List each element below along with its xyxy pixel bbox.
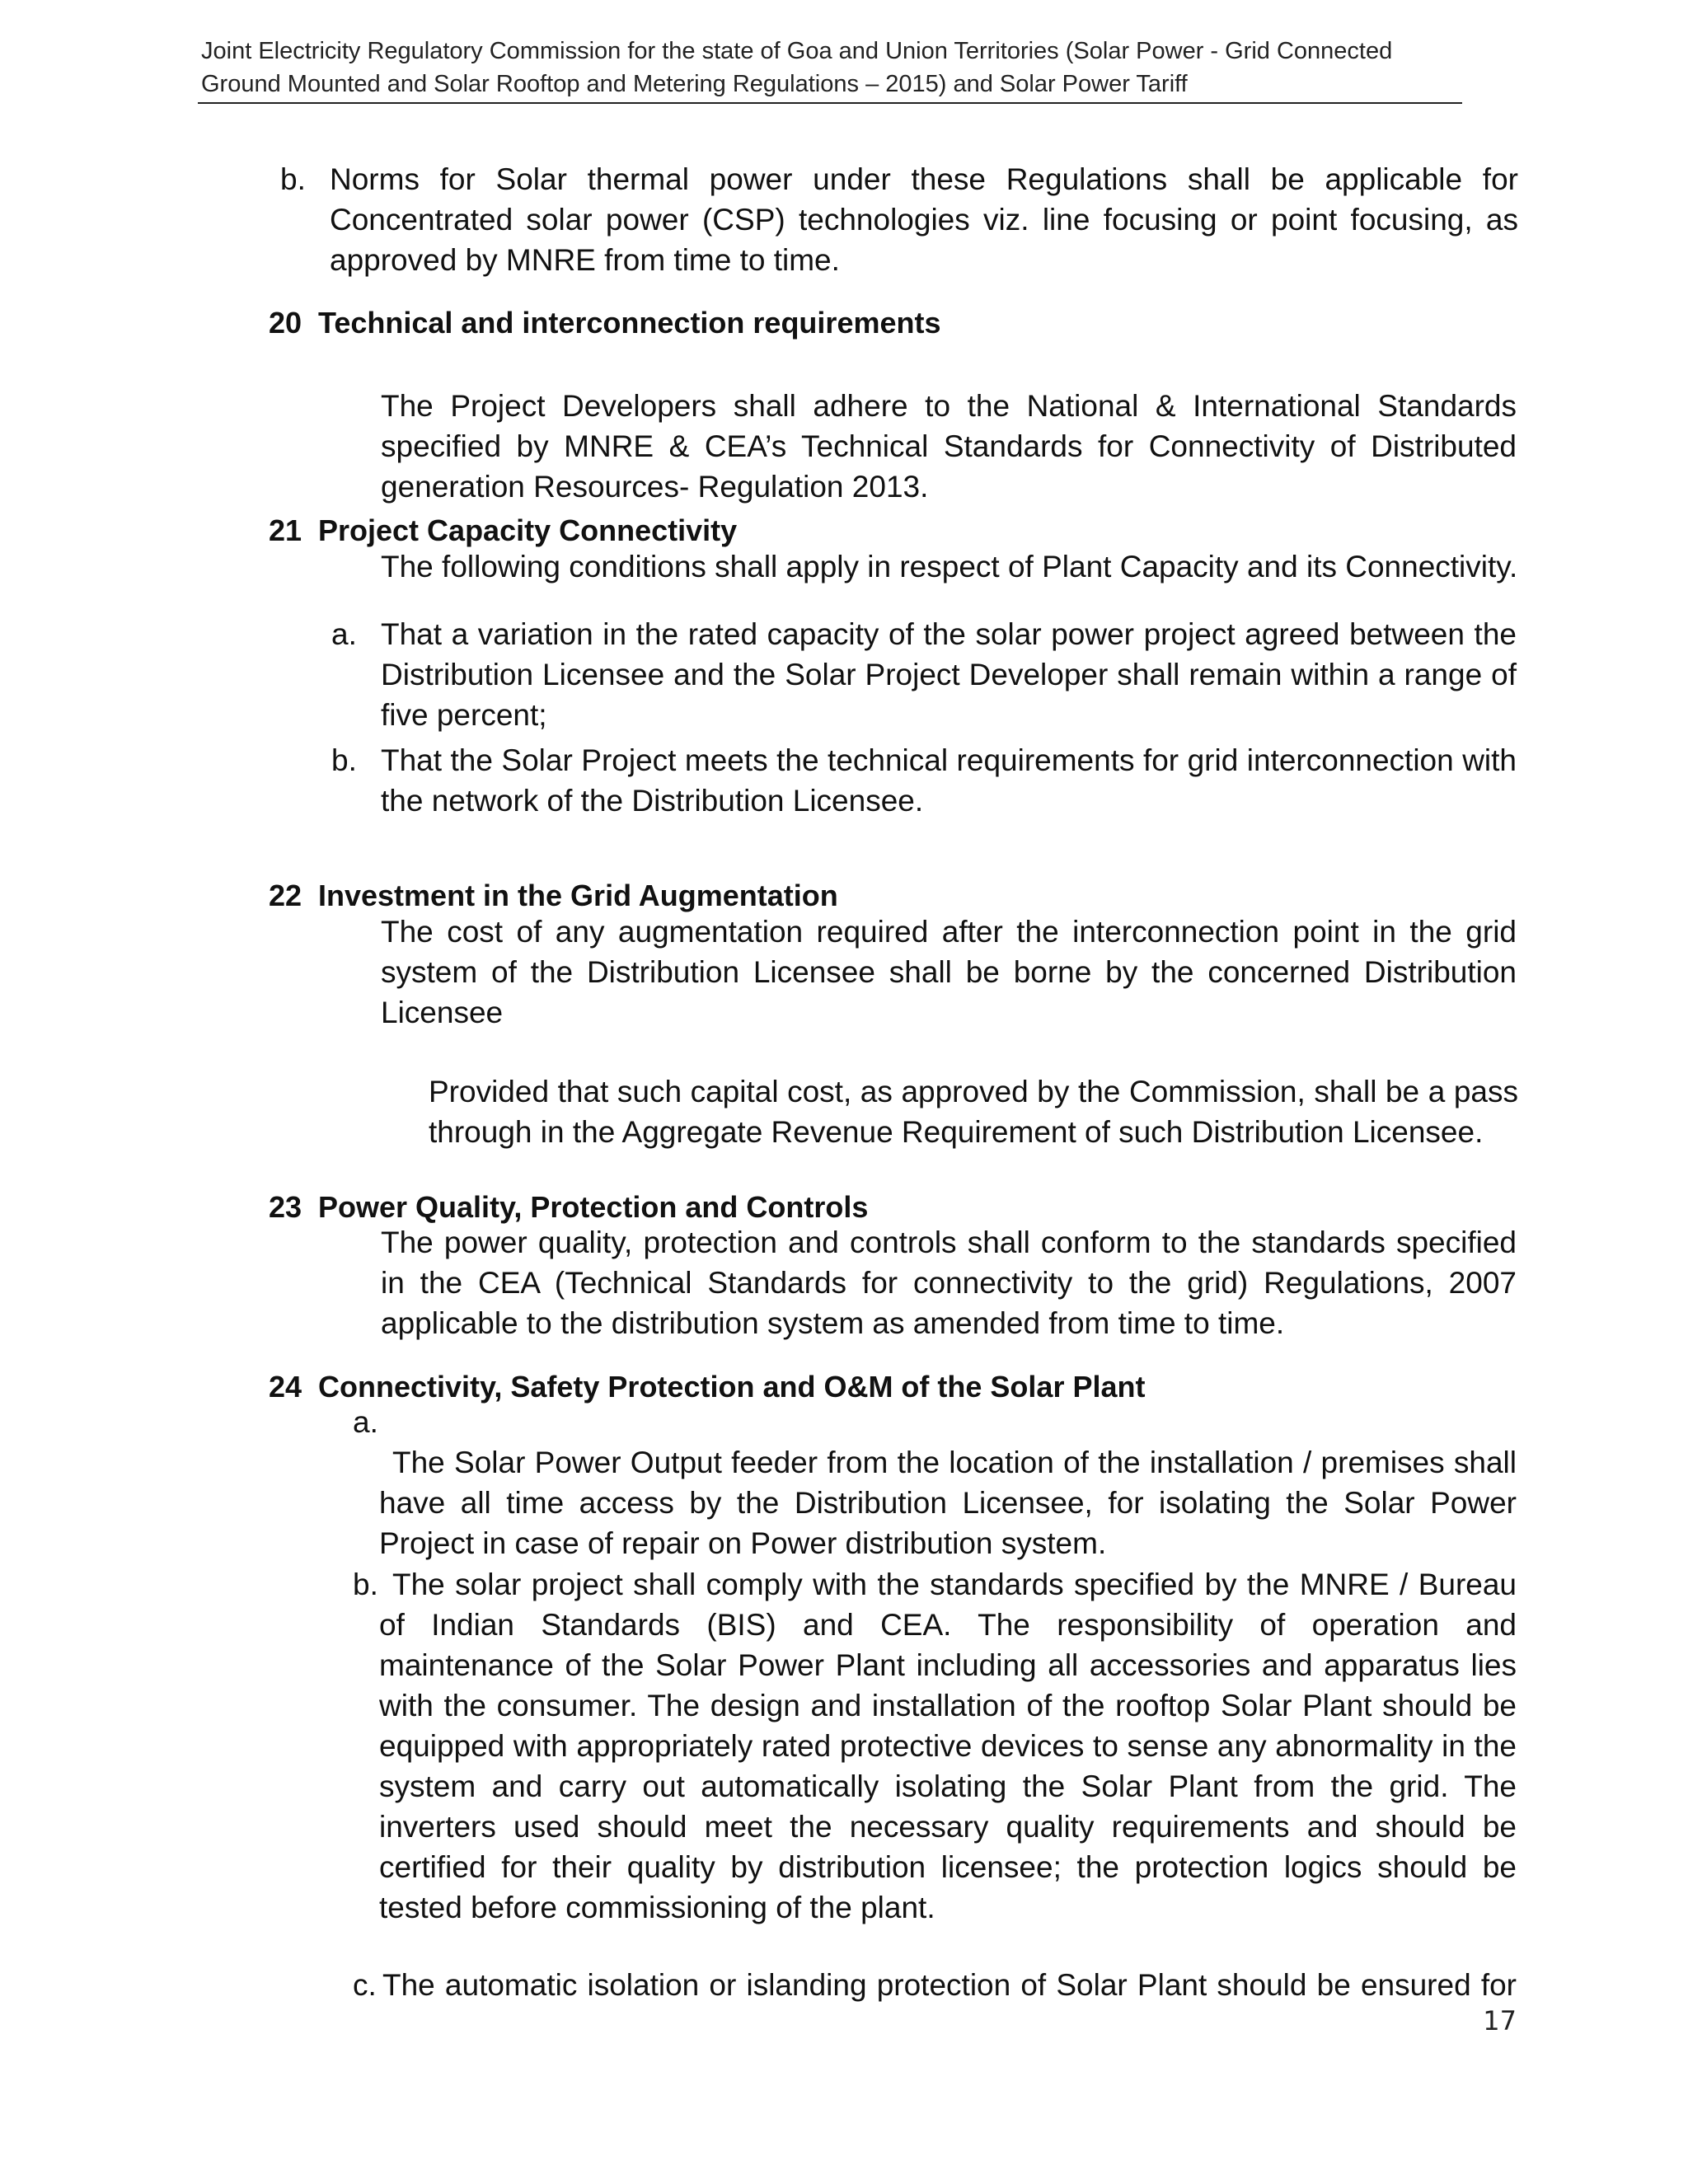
section-title: Connectivity, Safety Protection and O&M of the Solar Plant — [318, 1370, 1146, 1404]
page-number: 17 — [1483, 2005, 1517, 2036]
section-number: 21 — [269, 513, 302, 547]
list-item-text: Norms for Solar thermal power under these Regulations shall be applicable for Concentrated solar power (CSP) technologies viz. line focusing or point focusing, as approved by MNRE from time to time. — [330, 162, 1518, 277]
list-item-body: The Solar Power Output feeder from the location of the installation / premises shall have all time access by the Distribution Licensee, for isolating the Solar Power Project in case of repair on Power distribution system. — [379, 1446, 1517, 1560]
list-item-body: The automatic isolation or islanding protection of Solar Plant should be ensured for — [382, 1968, 1517, 2002]
running-header — [201, 35, 1459, 101]
list-item-text: That the Solar Project meets the technical requirements for grid interconnection with the network of the Distribution Licensee. — [381, 743, 1517, 818]
section-paragraph: The power quality, protection and controls shall conform to the standards specified in the CEA (Technical Standards for connectivity to the grid) Regulations, 2007 applicable to the distribution system as amended from time to time. — [381, 1226, 1517, 1340]
list-marker: b. — [331, 743, 357, 777]
section-number: 23 — [269, 1190, 302, 1224]
header-line-1: Joint Electricity Regulatory Commission for the state of Goa and Union Territories (Solar Power - Grid Connected — [201, 38, 1393, 64]
section-number: 22 — [269, 879, 302, 912]
list-item-text — [379, 1402, 1517, 1563]
list-item-text — [379, 1564, 1517, 1928]
section-intro: The following conditions shall apply in respect of Plant Capacity and its Connectivity. — [381, 550, 1518, 583]
list-marker: c. — [353, 1968, 377, 2002]
section-paragraph: The Project Developers shall adhere to the National & International Standards specified by MNRE & CEA’s Technical Standards for Connectivity of Distributed generation Resources- Regulation 2013. — [381, 389, 1517, 504]
header-line-2: Ground Mounted and Solar Rooftop and Metering Regulations – 2015) and Solar Power Tariff — [201, 71, 1188, 97]
section-heading-22 — [269, 877, 838, 915]
section-title: Project Capacity Connectivity — [318, 513, 738, 547]
section-number: 24 — [269, 1370, 302, 1404]
list-marker: b. — [280, 162, 306, 196]
section-number: 20 — [269, 306, 302, 340]
proviso-paragraph: Provided that such capital cost, as approved by the Commission, shall be a pass through in the Aggregate Revenue Requirement of such Distribution Licensee. — [429, 1075, 1518, 1149]
list-marker: a. — [353, 1405, 378, 1439]
list-item-text — [379, 1965, 1517, 2005]
section-heading-24 — [269, 1368, 1145, 1406]
section-title: Technical and interconnection requirements — [318, 306, 941, 340]
list-marker: a. — [331, 617, 357, 651]
list-item-text: That a variation in the rated capacity of the solar power project agreed between the Distribution Licensee and the Solar Project Developer shall remain within a range of five percent; — [381, 617, 1517, 732]
section-title: Investment in the Grid Augmentation — [318, 879, 838, 912]
list-item-body: The solar project shall comply with the standards specified by the MNRE / Bureau of Indian Standards (BIS) and CEA. The responsibility of operation and maintenance of the Solar Power Plant including all accessories and apparatus lies with the consumer. The design and installation of the rooftop Solar Plant should be equipped with appropriately rated protective devices to sense any abnormality in the system and carry out automatically isolating the Solar Plant from the grid. The inverters used should meet the necessary quality requirements and should be certified for their quality by distribution licensee; the protection logics should be tested before commissioning of the plant. — [379, 1568, 1517, 1924]
section-heading-23 — [269, 1188, 868, 1226]
section-paragraph: The cost of any augmentation required after the interconnection point in the grid system of the Distribution Licensee shall be borne by the concerned Distribution Licensee — [381, 915, 1517, 1029]
section-heading-21 — [269, 512, 737, 550]
header-divider — [198, 102, 1462, 104]
list-marker: b. — [353, 1568, 378, 1601]
section-title: Power Quality, Protection and Controls — [318, 1190, 869, 1224]
section-heading-20 — [269, 304, 941, 342]
